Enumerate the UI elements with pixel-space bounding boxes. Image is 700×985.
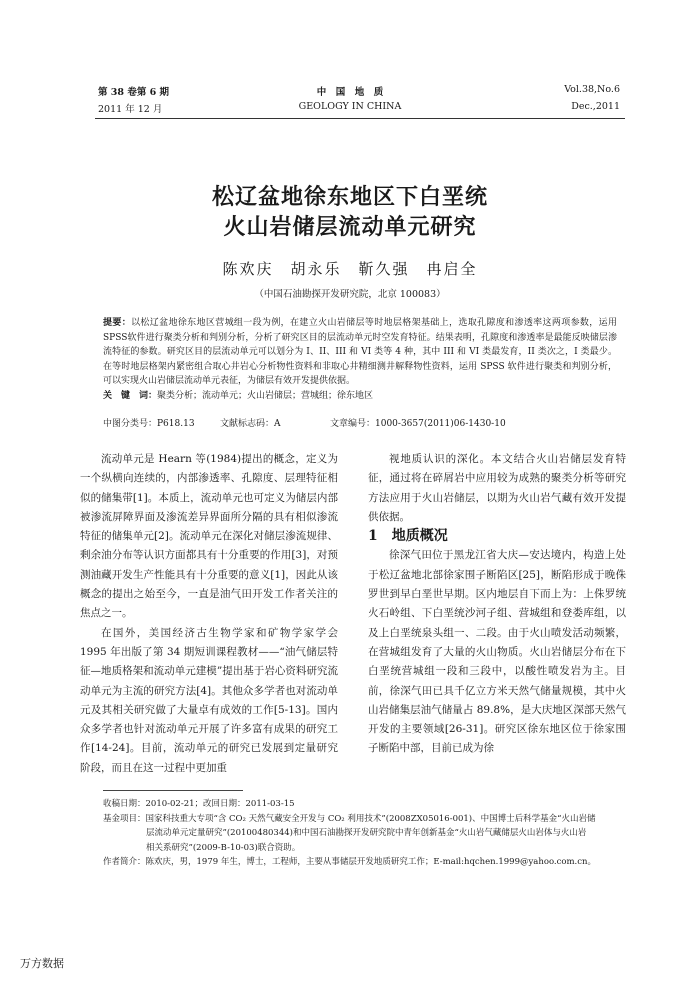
paragraph: 视地质认识的深化。本文结合火山岩储层发育特征，通过将在碎屑岩中应用较为成熟的聚类分析等研究方法应用于火山岩储层，以期为火山岩气藏有效开发提供依据。 (368, 453, 626, 523)
abstract (103, 316, 617, 403)
authors: 陈欢庆 胡永乐 靳久强 冉启全 (222, 260, 478, 278)
abstract-label: 提要： (103, 318, 132, 328)
affiliation: （中国石油勘探开发研究院，北京 100083） (254, 289, 446, 300)
paragraph: 流动单元是 Hearn 等(1984)提出的概念，定义为一个纵横向连续的，内部渗透率、孔隙度、层理特征相似的储集带[1]。本质上，流动单元也可定义为储层内部被渗流屏障界面及渗流差异界面所分隔的具有相似渗流特征的储集单元[2]。流动单元在深化对储层渗流规律、剩余油分布等认识方面都具有十分重要的作用[3]，对预测油藏开发生产性能具有十分重要的意义[1]，因此从该概念的提出之始至今，一直是油气田开发工作者关注的焦点之一。 (80, 453, 338, 620)
title-line-2: 火山岩储层流动单元研究 (223, 214, 477, 240)
fund-line-3: 相关系研究”(2009-B-10-03)联合资助。 (146, 842, 301, 853)
right-column (368, 450, 626, 759)
journal-name-cn: 中 国 地 质 (316, 87, 384, 98)
clc-number: 中图分类号：P618.13 (103, 419, 195, 429)
paragraph: 在国外，美国经济古生物学家和矿物学家学会 1995 年出版了第 34 期短训课程教材——“油气储层特征—地质格架和流动单元建模”提出基于岩心资料研究流动单元为主流的研究方法[4]。其他众多学者也对流动单元及其相关研究做了大量卓有成效的工作[5-13]。国内众多学者也针对流动单元开展了许多富有成果的研究工作[14-24]。目前，流动单元的研究已发展到定量研究阶段，而且在这一过程中更加重 (80, 626, 338, 774)
volume-issue: 第 38 卷第 6 期 (98, 87, 170, 98)
volume-en: Vol.38,No.6 (564, 84, 620, 95)
issue-date-cn: 2011 年 12 月 (98, 104, 163, 115)
watermark: 万方数据 (20, 957, 64, 970)
doc-code: 文献标志码：A (220, 419, 281, 429)
title-line-1: 松辽盆地徐东地区下白垩统 (211, 184, 488, 210)
keywords-text: 聚类分析；流动单元；火山岩储层；营城组；徐东地区 (157, 390, 374, 401)
left-column (80, 450, 338, 778)
received-dates: 收稿日期：2010-02-21；改回日期：2011-03-15 (103, 799, 295, 809)
paragraph: 徐深气田位于黑龙江省大庆—安达境内，构造上处于松辽盆地北部徐家围子断陷区[25]，断陷形成于晚侏罗世到早白垩世早期。区内地层自下而上为：上侏罗统火石岭组、下白垩统沙河子组、营城组和登娄库组，以及上白垩统泉头组一、二段。由于火山喷发活动频繁，在营城组发育了大量的火山物质。火山岩储层分布在下白垩统营城组一段和三段中，以酸性喷发岩为主。目前，徐深气田已具千亿立方米天然气储量规模，其中火山岩储集层油气储量占 89.8%，是大庆地区深部天然气开发的主要领域[26-31]。研究区徐东地区位于徐家围子断陷中部，目前已成为徐 (368, 549, 626, 755)
keywords-label: 关 键 词： (103, 390, 158, 401)
section-heading: 1 地质概况 (368, 528, 448, 545)
journal-name-en: GEOLOGY IN CHINA (298, 101, 402, 112)
article-number: 文章编号：1000-3657(2011)06-1430-10 (330, 419, 506, 429)
footnote-rule (103, 790, 243, 791)
fund-line-2: 层流动单元定量研究”(20100480344)和中国石油勘探开发研究院中青年创新基金“火山岩气藏储层火山岩体与火山岩 (146, 828, 587, 838)
fund-line-1: 基金项目：国家科技重大专项“含 CO₂ 天然气藏安全开发与 CO₂ 利用技术”(2008ZX05016-001)、中国博士后科学基金“火山岩储 (103, 813, 596, 824)
issue-date-en: Dec.,2011 (571, 101, 620, 112)
footnotes (103, 797, 623, 870)
author-bio: 作者简介：陈欢庆，男，1979 年生，博士，工程师，主要从事储层开发地质研究工作；E-mail:hqchen.1999@yahoo.com.cn。 (103, 857, 596, 867)
abstract-text: 以松辽盆地徐东地区营城组一段为例，在建立火山岩储层等时地层格架基础上，选取孔隙度和渗透率这两项参数，运用SPSS软件进行聚类分析和判别分析，分析了研究区目的层流动单元时空发育特征。结果表明，孔隙度和渗透率是最能反映储层渗流特征的参数。研究区目的层流动单元可以划分为 I、II、III 和 VI 类等 4 种，其中 III 和 VI 类最发育，II 类次之，I 类最少。在等时地层格架内紧密组合取心井岩心分析物性资料和非取心井精细测井解释物性资料，运用 SPSS 软件进行聚类和判别分析，可以实现火山岩储层流动单元表征，为储层有效开发提供依据。 (103, 318, 617, 386)
header-rule (95, 118, 625, 119)
